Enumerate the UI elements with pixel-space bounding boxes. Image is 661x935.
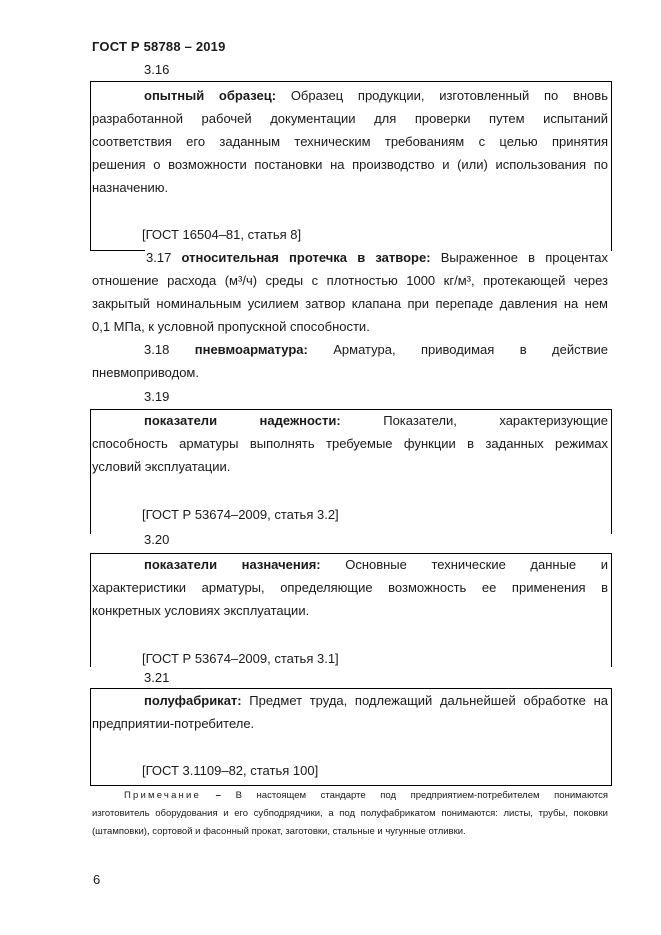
term-line: пневмоприводом. <box>92 365 199 380</box>
frame-bottom <box>90 785 612 786</box>
note-text: В настоящем стандарте под предприятием-потребителем понимаются <box>235 790 608 801</box>
term-line: закрытый номинальным усилием затвор клапана при перепаде давления на нем <box>92 296 608 311</box>
term-line: условий эксплуатации. <box>92 459 231 474</box>
term-number: 3.19 <box>144 389 170 404</box>
note-label: Примечание <box>124 790 201 801</box>
term-line: разработанной рабочей документации для проверки путем испытаний <box>92 111 608 126</box>
term-title: опытный образец: <box>144 88 277 103</box>
term-line: предприятии-потребителе. <box>92 716 255 731</box>
term-line: характеристики арматуры, определяющие возможность ее применения в <box>92 580 608 595</box>
term-definition: Арматура, приводимая в действие <box>333 342 608 357</box>
term-line <box>92 88 608 104</box>
term-source: [ГОСТ Р 53674–2009, статья 3.1] <box>142 651 339 666</box>
term-line: соответствия его заданным техническим требованиям с целью принятия <box>92 134 608 149</box>
term-title: пневмоарматура: <box>194 342 308 357</box>
term-line: решения о возможности постановки на производство и (или) использования по <box>92 157 608 172</box>
term-source: [ГОСТ 16504–81, статья 8] <box>142 227 302 242</box>
term-line: конкретных условиях эксплуатации. <box>92 603 310 618</box>
term-definition: Основные технические данные и <box>345 557 608 572</box>
term-source: [ГОСТ Р 53674–2009, статья 3.2] <box>142 507 339 522</box>
term-title: показатели назначения: <box>144 557 321 572</box>
term-line: отношение расхода (м³/ч) среды с плотностью 1000 кг/м³, протекающей через <box>92 273 608 288</box>
term-line: 0,1 МПа, к условной пропускной способности. <box>92 319 370 334</box>
term-line: назначению. <box>92 180 169 195</box>
term-number: 3.16 <box>144 62 170 77</box>
term-definition: Предмет труда, подлежащий дальнейшей обработке на <box>249 693 608 708</box>
term-definition: Образец продукции, изготовленный по вновь <box>290 88 608 103</box>
term-title: показатели надежности: <box>144 413 341 428</box>
term-definition: Показатели, характеризующие <box>383 413 608 428</box>
document-header: ГОСТ Р 58788 – 2019 <box>92 39 226 54</box>
term-number: 3.18 <box>144 342 170 357</box>
term-title: относительная протечка в затворе: <box>181 250 431 265</box>
page-number: 6 <box>93 872 101 887</box>
note-line: (штамповки), сортовой и фасонный прокат, заготовки, стальные и чугунные отливки. <box>92 826 466 837</box>
term-line: способность арматуры выполнять требуемые функции в заданных режимах <box>92 436 608 451</box>
term-number: 3.21 <box>144 670 170 685</box>
term-number: 3.17 <box>146 250 172 265</box>
note-dash: – <box>215 790 221 801</box>
term-number: 3.20 <box>144 532 170 547</box>
term-title: полуфабрикат: <box>144 693 242 708</box>
term-source: [ГОСТ 3.1109–82, статья 100] <box>142 763 319 778</box>
note-line: изготовитель оборудования и его субподрядчики, а под полуфабрикатом понимаются: листы, трубы, поковки <box>92 808 608 819</box>
term-definition: Выраженное в процентах <box>440 250 608 265</box>
